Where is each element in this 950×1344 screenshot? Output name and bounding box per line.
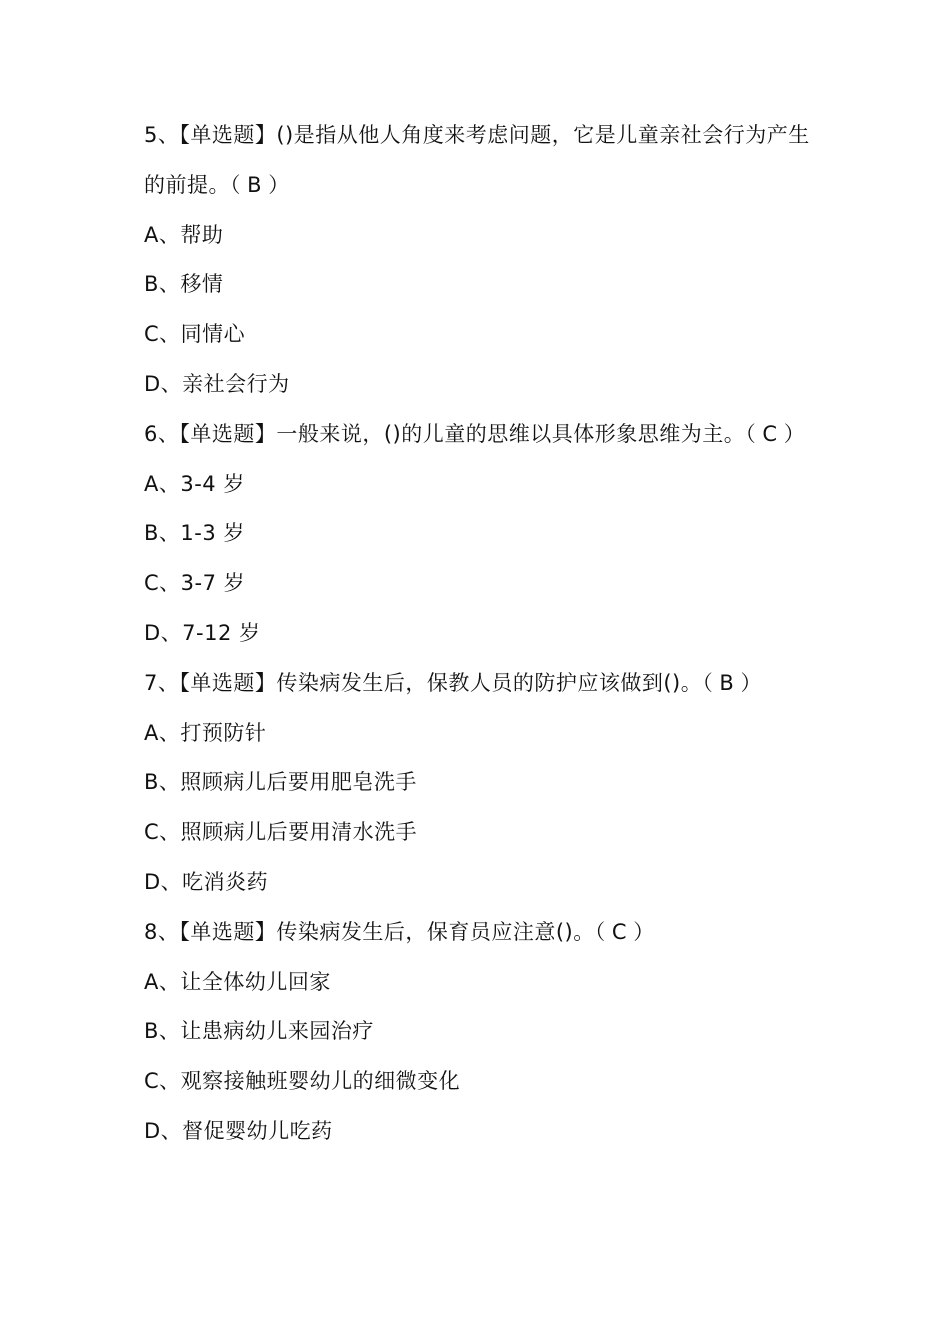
option-b: B、1-3 岁 <box>144 521 245 546</box>
question-text: 8、【单选题】传染病发生后，保育员应注意()。 <box>144 919 595 944</box>
question-text: 5、【单选题】()是指从他人角度来考虑问题，它是儿童亲社会行为产生的前提。 <box>144 123 810 197</box>
question-8 <box>144 908 810 1157</box>
option-b: B、移情 <box>144 272 224 297</box>
option-c: C、同情心 <box>144 322 246 347</box>
option-a: A、3-4 岁 <box>144 471 245 496</box>
question-stem <box>144 111 810 211</box>
question-stem <box>144 659 810 709</box>
question-stem <box>144 908 810 958</box>
option-d: D、7-12 岁 <box>144 620 261 645</box>
answer-mark: （ C ） <box>745 421 805 446</box>
option-c: C、3-7 岁 <box>144 571 246 596</box>
question-6 <box>144 410 810 659</box>
option-c: C、观察接触班婴幼儿的细微变化 <box>144 1069 461 1094</box>
option-d: D、吃消炎药 <box>144 869 269 894</box>
option-b: B、让患病幼儿来园治疗 <box>144 1019 374 1044</box>
question-stem <box>144 410 810 460</box>
option-b: B、照顾病儿后要用肥皂洗手 <box>144 770 417 795</box>
answer-mark: （ B ） <box>702 670 762 695</box>
question-list <box>144 111 810 1157</box>
answer-mark: （ C ） <box>594 919 655 944</box>
option-d: D、亲社会行为 <box>144 371 290 396</box>
option-a: A、帮助 <box>144 222 224 247</box>
question-7 <box>144 659 810 908</box>
answer-mark: （ B ） <box>230 172 290 197</box>
option-c: C、照顾病儿后要用清水洗手 <box>144 820 418 845</box>
question-text: 6、【单选题】一般来说，()的儿童的思维以具体形象思维为主。 <box>144 421 746 446</box>
option-a: A、打预防针 <box>144 720 267 745</box>
option-a: A、让全体幼儿回家 <box>144 969 331 994</box>
option-d: D、督促婴幼儿吃药 <box>144 1118 333 1143</box>
question-5 <box>144 111 810 410</box>
question-text: 7、【单选题】传染病发生后，保教人员的防护应该做到()。 <box>144 670 703 695</box>
